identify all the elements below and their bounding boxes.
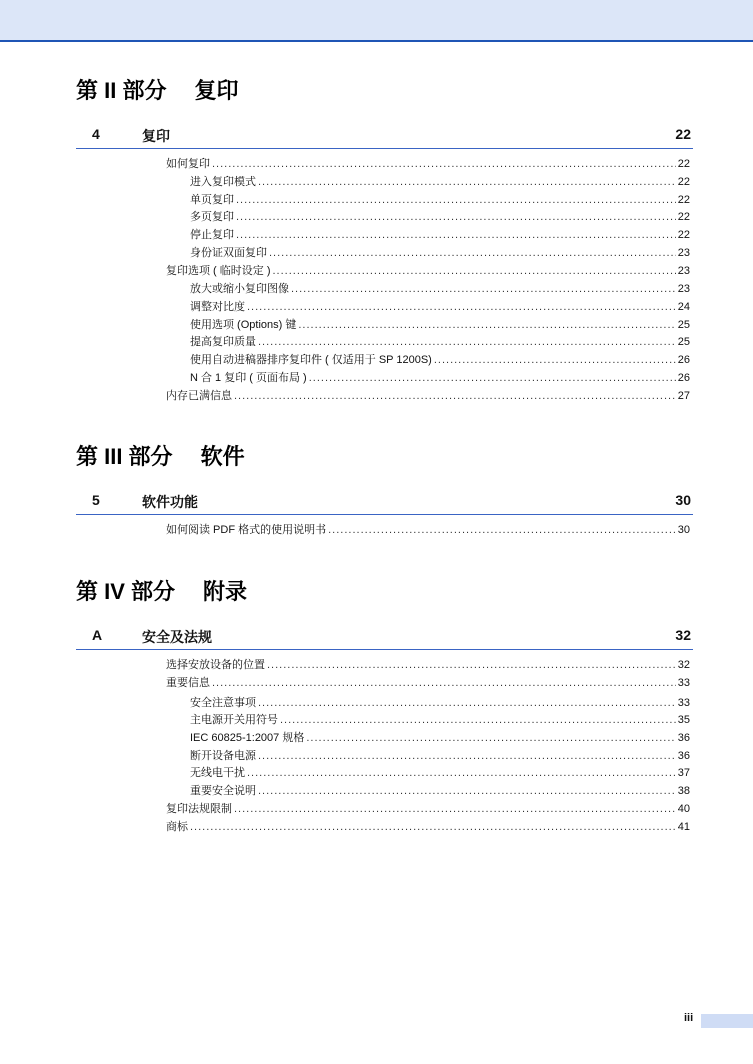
chapter-number: 4 [92, 126, 100, 142]
leader-dots [258, 175, 676, 189]
leader-dots [306, 731, 675, 745]
leader-dots [234, 802, 676, 816]
toc-entry[interactable] [190, 228, 690, 242]
toc-entry-text: 如何复印 [166, 158, 210, 170]
part-label: 第 IV 部分 [76, 579, 176, 604]
toc-entry-page: 23 [677, 265, 690, 277]
chapter-page: 22 [675, 126, 691, 142]
page-number: iii [684, 1012, 694, 1024]
toc-entry[interactable] [190, 731, 690, 745]
toc-entry-page: 23 [677, 283, 690, 295]
toc-entry[interactable] [190, 713, 690, 727]
toc-entry[interactable] [190, 193, 690, 207]
toc-entry-page: 22 [677, 158, 690, 170]
toc-entry-text: 内存已满信息 [166, 390, 232, 402]
leader-dots [234, 389, 676, 403]
part-heading [76, 74, 238, 105]
leader-dots [269, 246, 676, 260]
toc-entry-text: 单页复印 [190, 194, 234, 206]
toc-entry-page: 41 [677, 821, 690, 833]
toc-entry-text: 身份证双面复印 [190, 247, 267, 259]
toc-entry-text: 使用选项 (Options) 键 [190, 319, 297, 331]
toc-entry-text: 断开设备电源 [190, 750, 256, 762]
toc-entry[interactable] [190, 318, 690, 332]
leader-dots [190, 820, 676, 834]
toc-entry[interactable] [166, 802, 690, 816]
toc-entry[interactable] [190, 300, 690, 314]
toc-entry-page: 32 [677, 659, 690, 671]
toc-entry-text: 提高复印质量 [190, 336, 256, 348]
toc-entry-text: N 合 1 复印 ( 页面布局 ) [190, 372, 307, 384]
footer-bar [701, 1014, 753, 1028]
toc-entry-page: 36 [677, 750, 690, 762]
leader-dots [298, 318, 675, 332]
toc-entry[interactable] [166, 658, 690, 672]
toc-entry-text: 重要信息 [166, 677, 210, 689]
toc-entry-page: 27 [677, 390, 690, 402]
leader-dots [328, 523, 676, 537]
toc-entry[interactable] [190, 766, 690, 780]
toc-entry-text: 复印法规限制 [166, 803, 232, 815]
leader-dots [258, 335, 676, 349]
toc-entry-page: 30 [677, 524, 690, 536]
toc-entry[interactable] [166, 389, 690, 403]
toc-entry-text: 复印选项 ( 临时设定 ) [166, 265, 271, 277]
leader-dots [212, 157, 676, 171]
chapter-page: 30 [675, 492, 691, 508]
leader-dots [247, 300, 676, 314]
toc-entry-text: 主电源开关用符号 [190, 714, 278, 726]
toc-entry-page: 26 [677, 372, 690, 384]
toc-entry-page: 22 [677, 229, 690, 241]
toc-entry[interactable] [166, 523, 690, 537]
toc-entry-page: 33 [677, 697, 690, 709]
leader-dots [309, 371, 676, 385]
header-bar [0, 0, 753, 42]
toc-entry[interactable] [166, 676, 690, 690]
toc-entry-page: 40 [677, 803, 690, 815]
chapter-title: 安全及法规 [142, 629, 212, 645]
part-label: 第 III 部分 [76, 444, 173, 469]
part-heading [76, 440, 245, 471]
toc-entry-page: 36 [677, 732, 690, 744]
leader-dots [267, 658, 676, 672]
chapter-heading[interactable] [76, 627, 693, 650]
chapter-heading[interactable] [76, 126, 693, 149]
toc-entry-text: 进入复印模式 [190, 176, 256, 188]
part-name: 软件 [200, 444, 245, 469]
toc-entry[interactable] [190, 335, 690, 349]
leader-dots [258, 749, 676, 763]
leader-dots [291, 282, 676, 296]
toc-entry[interactable] [190, 784, 690, 798]
toc-entry-text: 使用自动进稿器排序复印件 ( 仅适用于 SP 1200S) [190, 354, 432, 366]
chapter-number: 5 [92, 492, 100, 508]
toc-entry[interactable] [190, 749, 690, 763]
leader-dots [247, 766, 676, 780]
part-name: 附录 [203, 579, 248, 604]
toc-entry[interactable] [166, 820, 690, 834]
toc-entry-page: 22 [677, 211, 690, 223]
chapter-heading[interactable] [76, 492, 693, 515]
toc-entry-text: 停止复印 [190, 229, 234, 241]
toc-entry-page: 24 [677, 301, 690, 313]
toc-entry-page: 25 [677, 319, 690, 331]
toc-entry[interactable] [190, 696, 690, 710]
toc-entry-page: 25 [677, 336, 690, 348]
leader-dots [280, 713, 676, 727]
toc-entry-text: 放大或缩小复印图像 [190, 283, 289, 295]
toc-entry[interactable] [190, 282, 690, 296]
toc-entry[interactable] [190, 353, 690, 367]
toc-entry-page: 22 [677, 176, 690, 188]
toc-entry-text: 商标 [166, 821, 188, 833]
chapter-number: A [92, 627, 103, 643]
toc-entry-page: 37 [677, 767, 690, 779]
toc-entry-page: 38 [677, 785, 690, 797]
toc-entry-text: 多页复印 [190, 211, 234, 223]
chapter-title: 软件功能 [142, 494, 198, 510]
leader-dots [212, 676, 676, 690]
part-label: 第 II 部分 [76, 78, 167, 103]
leader-dots [258, 784, 676, 798]
leader-dots [258, 696, 676, 710]
toc-entry-page: 22 [677, 194, 690, 206]
part-name: 复印 [194, 78, 239, 103]
toc-entry[interactable] [190, 246, 690, 260]
toc-entry-text: 无线电干扰 [190, 767, 245, 779]
leader-dots [236, 193, 676, 207]
toc-entry-text: 重要安全说明 [190, 785, 256, 797]
toc-entry[interactable] [190, 371, 690, 385]
toc-entry-text: 安全注意事项 [190, 697, 256, 709]
toc-entry[interactable] [190, 210, 690, 224]
leader-dots [434, 353, 676, 367]
part-heading [76, 575, 247, 606]
chapter-page: 32 [675, 627, 691, 643]
toc-entry[interactable] [166, 264, 690, 278]
toc-entry-text: IEC 60825-1:2007 规格 [190, 732, 305, 744]
toc-entry-page: 33 [677, 677, 690, 689]
toc-entry-page: 35 [677, 714, 690, 726]
toc-entry-page: 23 [677, 247, 690, 259]
leader-dots [273, 264, 676, 278]
toc-entry-text: 如何阅读 PDF 格式的使用说明书 [166, 524, 327, 536]
leader-dots [236, 210, 676, 224]
toc-entry-text: 调整对比度 [190, 301, 245, 313]
toc-entry-text: 选择安放设备的位置 [166, 659, 265, 671]
toc-entry[interactable] [166, 157, 690, 171]
chapter-title: 复印 [142, 128, 170, 144]
leader-dots [236, 228, 676, 242]
toc-entry-page: 26 [677, 354, 690, 366]
toc-entry[interactable] [190, 175, 690, 189]
